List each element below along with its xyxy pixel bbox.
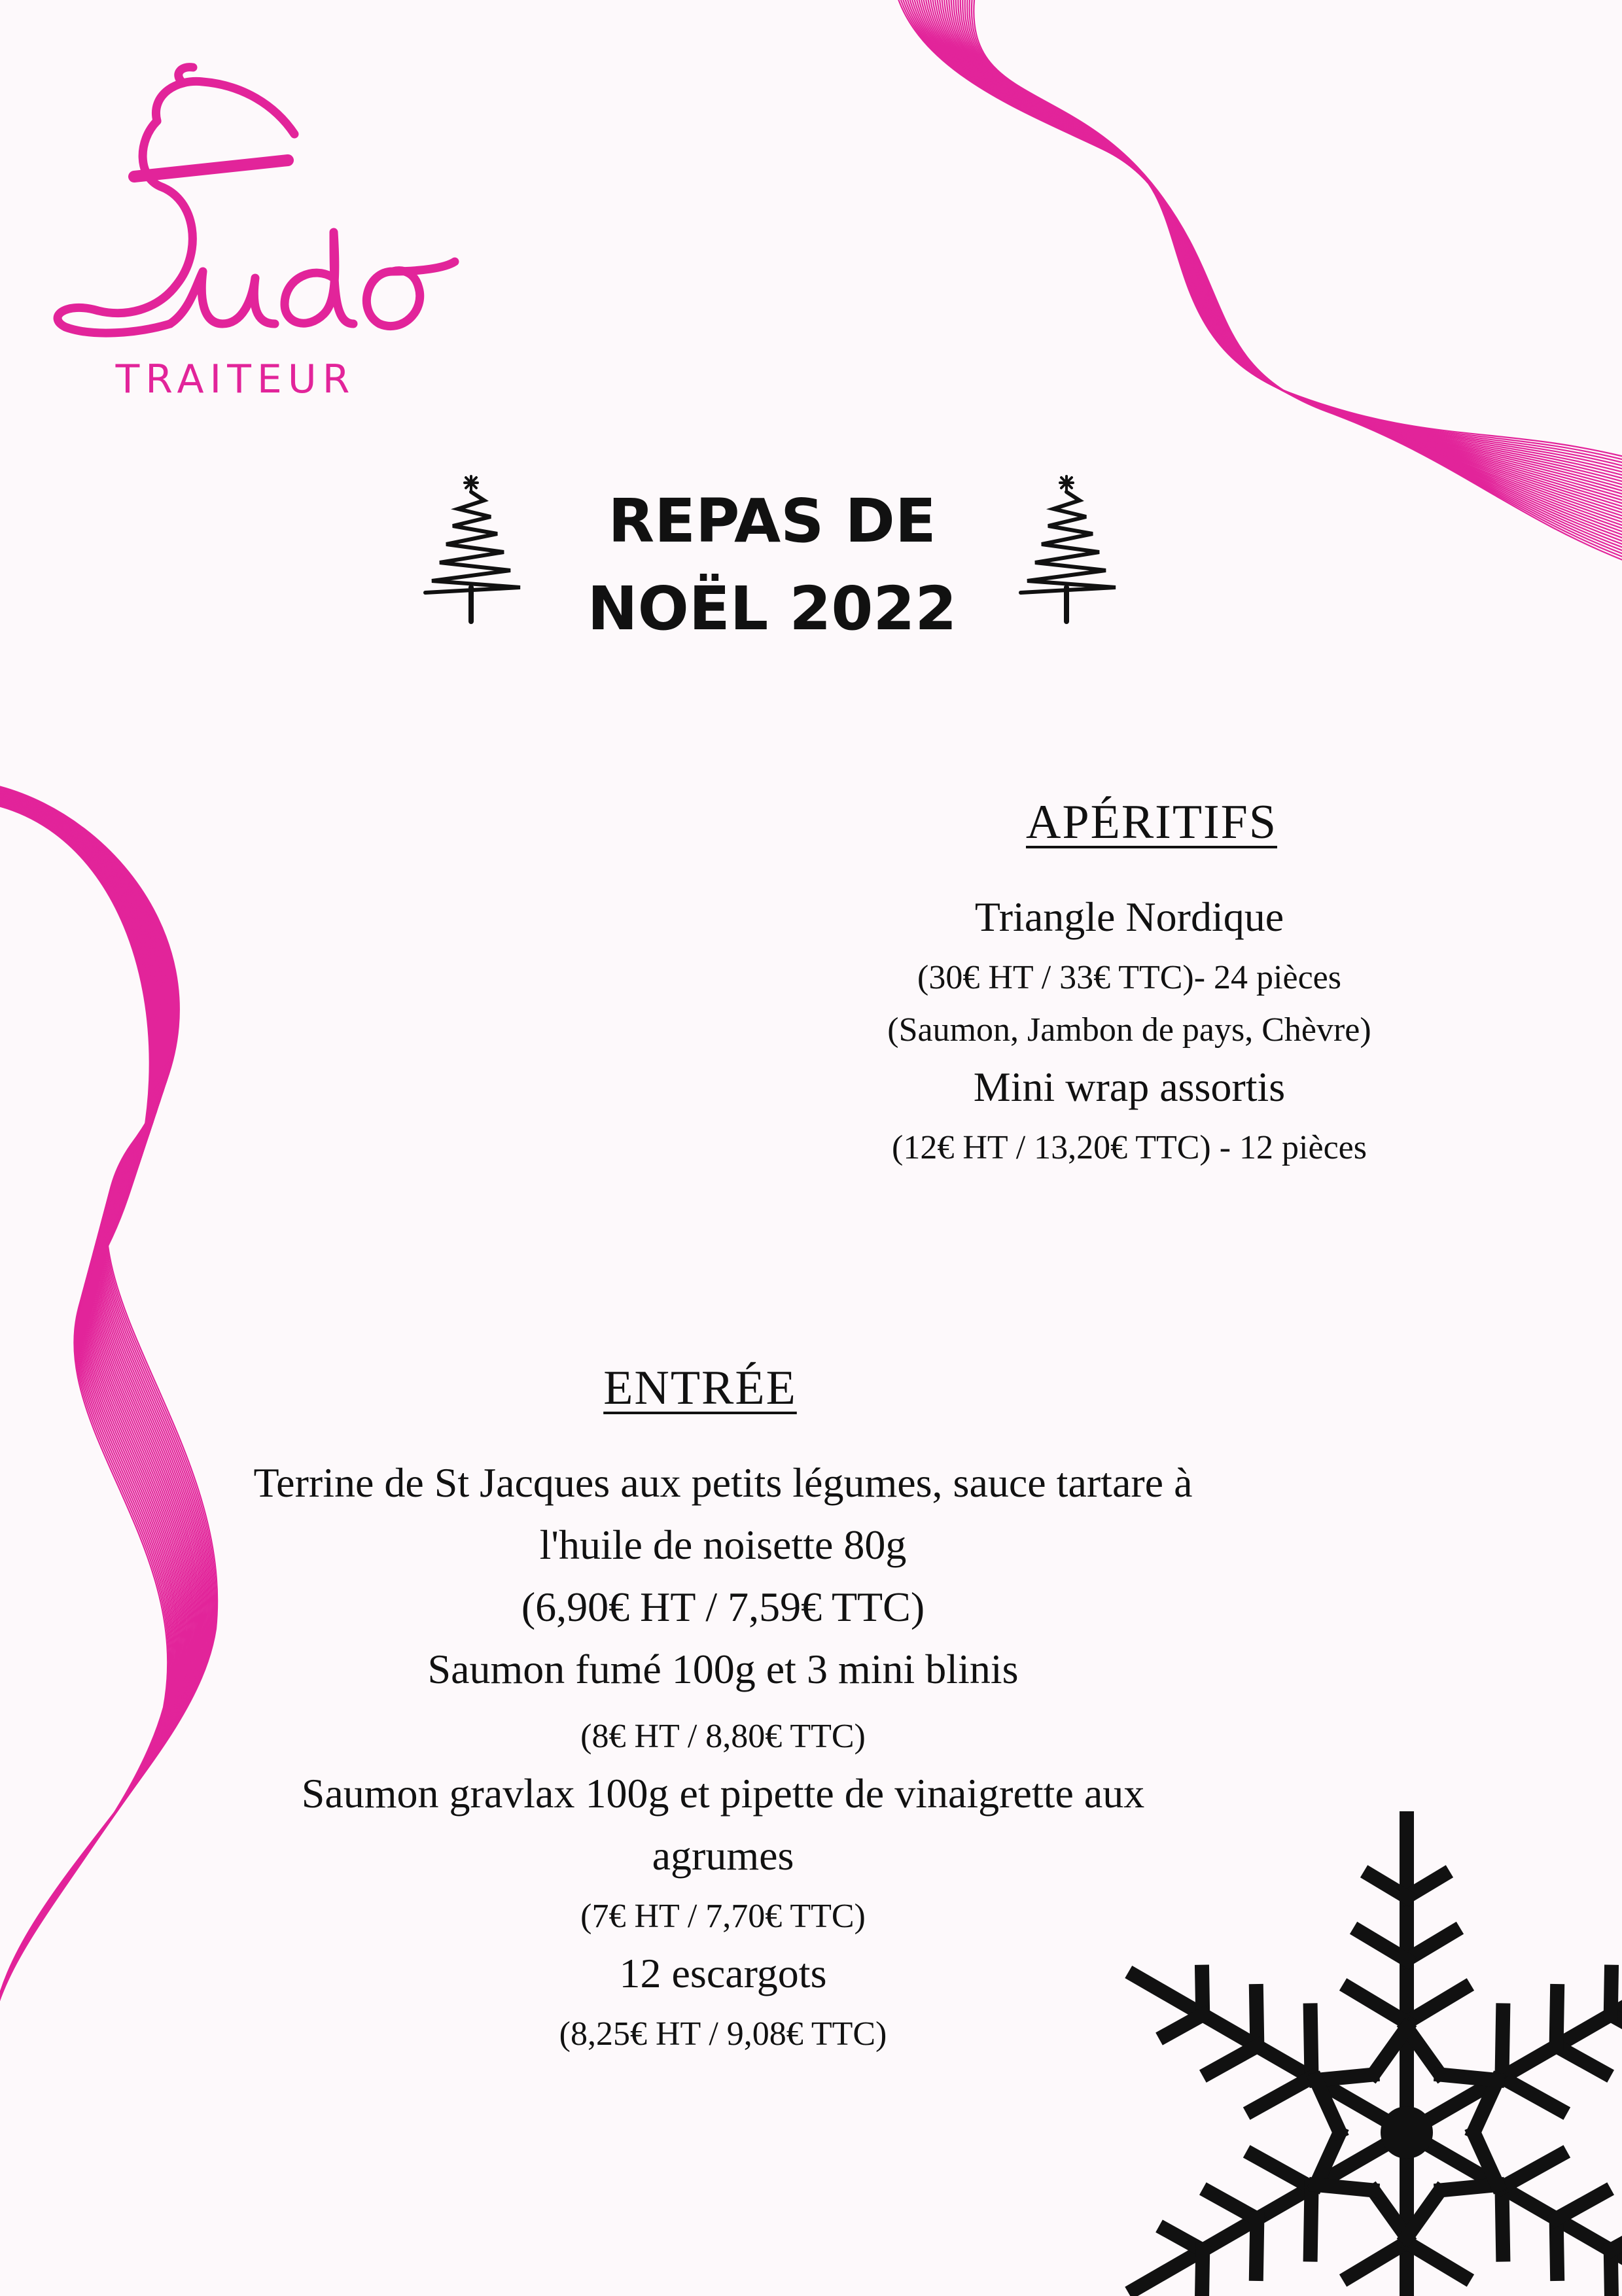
menu-item-name: agrumes	[652, 1832, 794, 1879]
menu-item-name: Terrine de St Jacques aux petits légumes, sauce tartare à	[253, 1459, 1193, 1506]
wave-line	[918, 0, 1622, 487]
wave-line	[934, 0, 1622, 509]
page-title-line2: NOËL 2022	[587, 574, 957, 644]
christmas-tree-icon	[406, 471, 537, 628]
wave-line	[967, 0, 1622, 553]
wave-line	[913, 0, 1622, 480]
wave-line	[896, 0, 1622, 458]
aperitifs-heading: APÉRITIFS	[1026, 795, 1277, 849]
menu-item-name: Saumon gravlax 100g et pipette de vinaigrette aux	[301, 1770, 1145, 1817]
menu-item-name: Saumon fumé 100g et 3 mini blinis	[427, 1646, 1019, 1692]
page-title	[537, 478, 1008, 653]
menu-item-price: (6,90€ HT / 7,59€ TTC)	[521, 1584, 925, 1630]
menu-item-price: (8€ HT / 8,80€ TTC)	[580, 1718, 866, 1755]
wave-line	[920, 0, 1622, 489]
wave-line	[956, 0, 1622, 537]
wave-line	[927, 0, 1622, 499]
page-title-line1: REPAS DE	[608, 486, 936, 556]
wave-line	[901, 0, 1622, 464]
wave-line	[939, 0, 1622, 515]
menu-item-name: Mini wrap assortis	[973, 1064, 1286, 1110]
menu-item-name: Triangle Nordique	[974, 894, 1284, 940]
wave-line	[908, 0, 1622, 474]
wave-line	[937, 0, 1622, 512]
menu-item-detail: (Saumon, Jambon de pays, Chèvre)	[887, 1011, 1371, 1049]
wave-line	[915, 0, 1622, 483]
logo-subtitle: TRAITEUR	[115, 357, 356, 402]
wave-line	[899, 0, 1622, 461]
wave-line	[925, 0, 1622, 496]
wave-line	[930, 0, 1622, 502]
snowflake-arms	[1135, 1818, 1622, 2296]
wave-line	[904, 0, 1622, 468]
menu-item-price: (8,25€ HT / 9,08€ TTC)	[559, 2015, 887, 2053]
wave-line	[906, 0, 1622, 470]
wave-line	[911, 0, 1622, 477]
menu-item-name: 12 escargots	[619, 1950, 827, 1996]
wave-line	[923, 0, 1622, 493]
menu-item-name: l'huile de noisette 80g	[539, 1522, 907, 1568]
wave-line	[953, 0, 1622, 534]
menu-item-price: (12€ HT / 13,20€ TTC) - 12 pièces	[892, 1129, 1367, 1166]
menu-item-price: (7€ HT / 7,70€ TTC)	[580, 1898, 866, 1935]
snowflake-center	[1381, 2106, 1433, 2159]
menu-item-price: (30€ HT / 33€ TTC)- 24 pièces	[917, 959, 1341, 996]
snowflake-icon	[1086, 1792, 1622, 2296]
wave-line	[932, 0, 1622, 506]
christmas-tree-icon	[1001, 471, 1132, 628]
entree-heading: ENTRÉE	[603, 1361, 797, 1415]
